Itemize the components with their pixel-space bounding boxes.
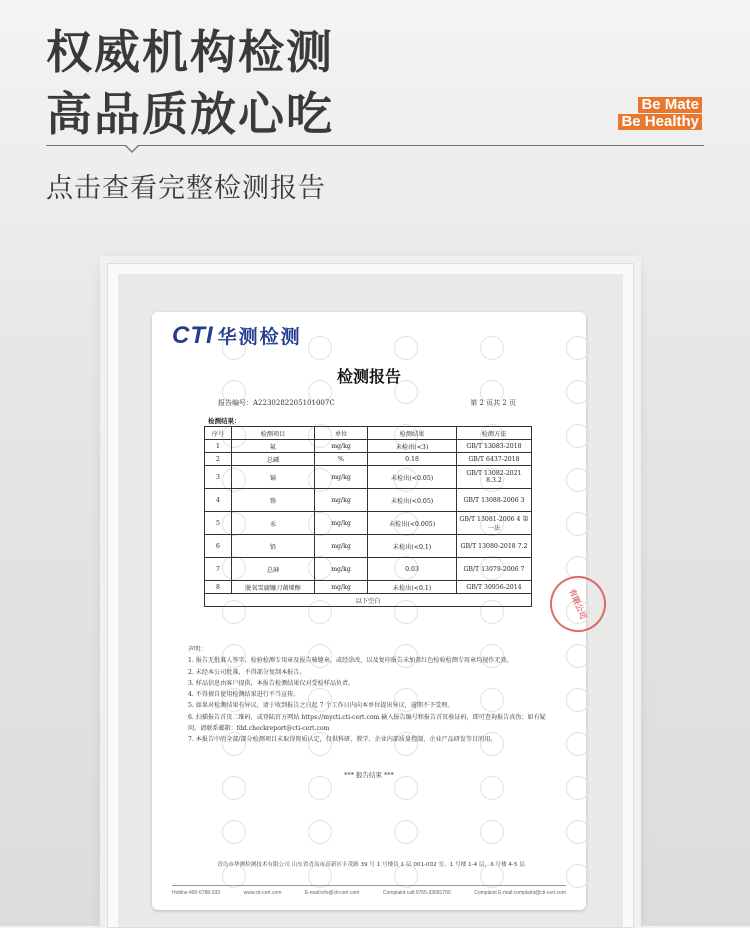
table-cell-no: 1 (205, 440, 232, 453)
statement-item: 7. 本报告中的全部/部分检测项目未取得资质认定，仅供科研、教学、企业内部质量控制、企业产品研发等目的用。 (188, 736, 497, 744)
table-cell-item: 氟 (232, 440, 315, 453)
table-cell-unit: mg/kg (315, 558, 368, 581)
watermark-icon (394, 776, 418, 800)
divider-notch (124, 145, 140, 153)
report-page[interactable] (152, 312, 589, 910)
watermark-icon (566, 512, 590, 536)
watermark-icon (566, 424, 590, 448)
table-cell-method: GB/T 13080-2018 7.2 (457, 535, 532, 558)
watermark-icon (222, 820, 246, 844)
statement-title: 声明： (188, 646, 207, 653)
table-cell-no: 2 (205, 453, 232, 466)
table-cell-result: 未检出(<0.1) (368, 581, 457, 594)
watermark-icon (566, 864, 590, 888)
table-cell-unit: mg/kg (315, 581, 368, 594)
table-cell-result: 未检出(<0.05) (368, 466, 457, 489)
table-cell-no: 7 (205, 558, 232, 581)
watermark-icon (480, 820, 504, 844)
footer-contact: www.cti-cert.com (243, 890, 282, 896)
table-cell-item: 铅 (232, 535, 315, 558)
table-cell-item: 总磷 (232, 453, 315, 466)
watermark-icon (308, 820, 332, 844)
table-cell-method: GB/T 13083-2018 (457, 440, 532, 453)
watermark-icon (480, 776, 504, 800)
table-cell-item: 汞 (232, 512, 315, 535)
page-info: 第 2 页共 2 页 (470, 399, 516, 407)
logo-cti-text: CTI (172, 322, 214, 349)
watermark-icon (308, 336, 332, 360)
report-title: 检测报告 (336, 367, 401, 386)
table-cell-result: 0.03 (368, 558, 457, 581)
statement-item: 3. 样品信息由客户提供，本报告检测结果仅对受检样品负责。 (188, 679, 355, 687)
col-header: 序号 (205, 427, 232, 440)
table-cell-result: 0.18 (368, 453, 457, 466)
col-header: 检测结果 (368, 427, 457, 440)
cti-logo (172, 322, 302, 350)
table-row (205, 581, 532, 594)
footer-contact: Hotline:400-6788-333 (172, 890, 221, 896)
footer-contact: Complaint call:0755-33681700 (382, 890, 451, 896)
watermark-icon (394, 336, 418, 360)
table-cell-no: 4 (205, 489, 232, 512)
table-cell-unit: % (315, 453, 368, 466)
watermark-icon (566, 644, 590, 668)
blank-note: 以下空白 (205, 594, 532, 607)
table-row-blank (205, 594, 532, 607)
view-report-link[interactable]: 点击查看完整检测报告 (46, 173, 326, 204)
table-cell-unit: mg/kg (315, 489, 368, 512)
watermark-icon (308, 776, 332, 800)
company-address: 青岛市华测检测技术有限公司 山东省青岛市高新区丰茂路 39 号 1 号楼负 1 层 001-002 室，1 号楼 1-4 层，3 号楼 4-5 层 (217, 862, 525, 868)
footer-divider (172, 885, 566, 886)
table-cell-result: 未检出(<0.005) (368, 512, 457, 535)
watermark-icon (222, 776, 246, 800)
brand-line-1: Be Mate (638, 97, 702, 113)
statement-section (188, 644, 554, 746)
table-cell-method: GB/T 30956-2014 (457, 581, 532, 594)
table-cell-no: 6 (205, 535, 232, 558)
table-cell-item: 镉 (232, 466, 315, 489)
table-row (205, 440, 532, 453)
table-cell-method: GB/T 13079-2006 7 (457, 558, 532, 581)
footer-contacts (172, 890, 566, 896)
table-cell-result: 未检出(<3) (368, 440, 457, 453)
watermark-icon (394, 820, 418, 844)
watermark-icon (566, 468, 590, 492)
report-end: *** 报告结束 *** (344, 771, 394, 779)
watermark-icon (480, 336, 504, 360)
statement-item: 1. 报告无批准人签字、检验检测专用章及报告骑缝章，或经涂改，以及复印报告未加盖红色检验检测专用章均视作无效。 (188, 657, 513, 665)
table-cell-no: 3 (205, 466, 232, 489)
divider (46, 145, 704, 146)
table-row (205, 535, 532, 558)
footer-contact: Complaint E-mail:complaint@cti-cert.com (474, 890, 566, 896)
brand-line-2: Be Healthy (618, 114, 702, 130)
seal-text: 有限公司 (567, 587, 589, 621)
table-cell-unit: mg/kg (315, 512, 368, 535)
col-header: 单位 (315, 427, 368, 440)
table-cell-method: GB/T 13082-2021 8.3.2 (457, 466, 532, 489)
table-cell-method: GB/T 13088-2006 3 (457, 489, 532, 512)
col-header: 检测项目 (232, 427, 315, 440)
footer-contact: E-mail:info@cti-cert.com (304, 890, 360, 896)
section-label: 检测结果： (208, 417, 241, 425)
table-cell-no: 5 (205, 512, 232, 535)
table-cell-item: 铬 (232, 489, 315, 512)
report-number: 报告编号：A2230282205101007C (218, 399, 335, 407)
statement-item: 4. 不得擅自使用检测结果进行不当宣传。 (188, 691, 300, 699)
statement-item: 2. 未经本公司批准，不得部分复制本报告。 (188, 668, 306, 676)
logo-cn-text: 华测检测 (217, 327, 302, 348)
table-cell-item: 脱氧雪腐镰刀菌烯醇 (232, 581, 315, 594)
table-cell-result: 未检出(<0.1) (368, 535, 457, 558)
headline-line-2: 高品质放心吃 (46, 87, 334, 141)
table-cell-unit: mg/kg (315, 535, 368, 558)
col-header: 检测方法 (457, 427, 532, 440)
table-cell-result: 未检出(<0.05) (368, 489, 457, 512)
watermark-icon (566, 336, 590, 360)
table-cell-no: 8 (205, 581, 232, 594)
table-row (205, 466, 532, 489)
watermark-icon (566, 820, 590, 844)
table-cell-unit: mg/kg (315, 440, 368, 453)
table-cell-item: 总砷 (232, 558, 315, 581)
watermark-icon (566, 732, 590, 756)
table-row (205, 512, 532, 535)
statement-item: 6. 扫描报告首页二维码，或登陆官方网站 https://mycti.cti-cert.com 输入报告编号和报告首页验证码，即可查询报告真伪；如有疑问，请联系邮箱：fdd.checkreport@cti-cert.com (188, 713, 546, 733)
brand-slogan (618, 94, 702, 130)
table-cell-method: GB/T 13081-2006 4 第一法 (457, 512, 532, 535)
table-row (205, 558, 532, 581)
table-row (205, 489, 532, 512)
statement-item: 5. 如果对检测结果有异议，请于收到报告之日起 7 个工作日内向本单位提出异议，逾期不予受理。 (188, 702, 454, 710)
results-table (204, 426, 532, 607)
table-cell-method: GB/T 6437-2018 (457, 453, 532, 466)
watermark-icon (566, 688, 590, 712)
headline-line-1: 权威机构检测 (46, 25, 334, 79)
table-cell-unit: mg/kg (315, 466, 368, 489)
watermark-icon (566, 776, 590, 800)
table-row (205, 453, 532, 466)
